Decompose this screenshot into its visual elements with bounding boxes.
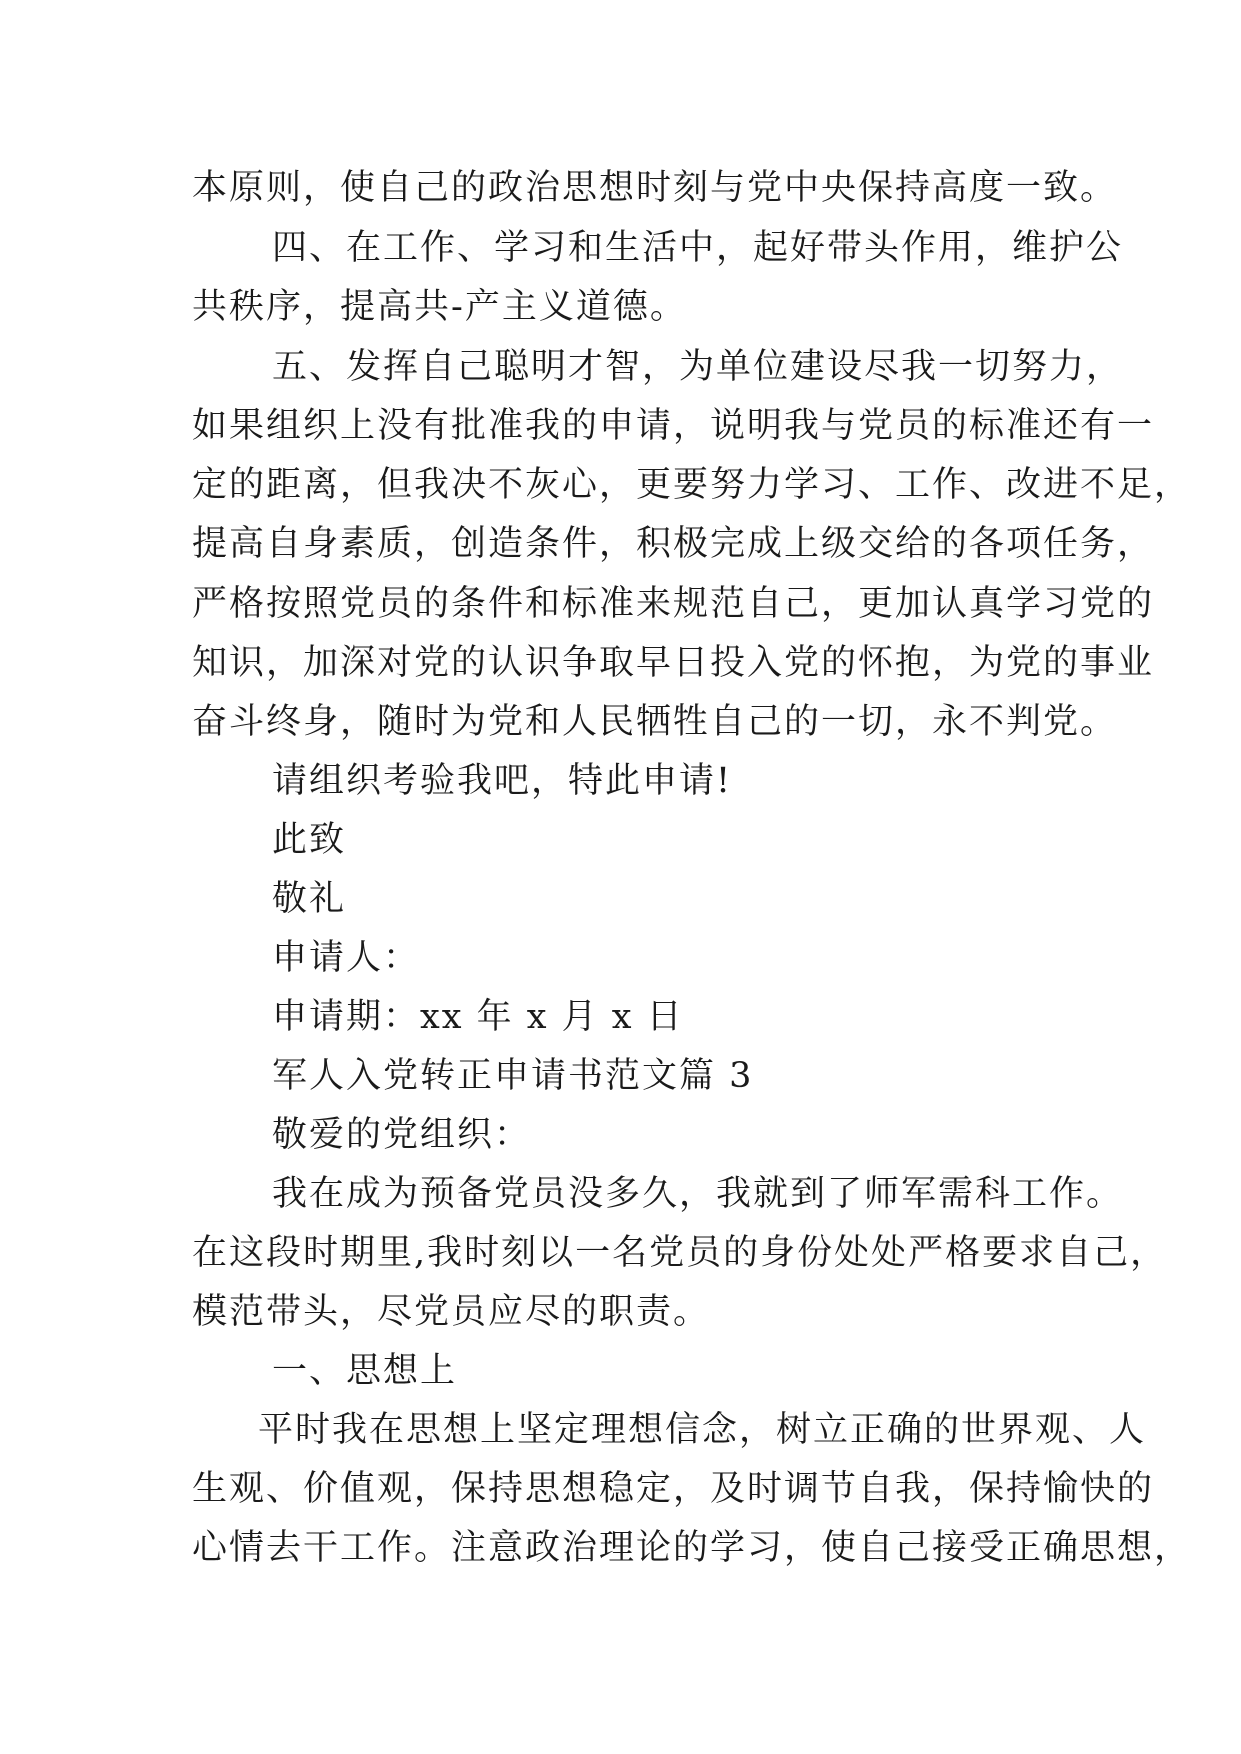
signature-line: 申请人：	[272, 938, 421, 978]
text-line: 四、在工作、学习和生活中，起好带头作用，维护公	[272, 228, 1124, 268]
text-line: 奋斗终身，随时为党和人民牺牲自己的一切，永不判党。	[192, 702, 1118, 742]
greeting-line: 敬爱的党组织：	[272, 1115, 532, 1155]
text-line: 生观、价值观，保持思想稳定，及时调节自我，保持愉快的	[192, 1469, 1155, 1509]
text-line: 五、发挥自己聪明才智，为单位建设尽我一切努力，	[272, 347, 1124, 387]
text-line: 平时我在思想上坚定理想信念，树立正确的世界观、人	[258, 1410, 1147, 1450]
text-line: 模范带头，尽党员应尽的职责。	[192, 1292, 711, 1332]
text-line: 心情去干工作。注意政治理论的学习，使自己接受正确思想，	[192, 1528, 1192, 1568]
salutation-line: 敬礼	[272, 879, 347, 919]
text-line: 提高自身素质，创造条件，积极完成上级交给的各项任务，	[192, 524, 1155, 564]
subsection-heading: 一、思想上	[272, 1351, 458, 1391]
text-line: 如果组织上没有批准我的申请，说明我与党员的标准还有一	[192, 406, 1155, 446]
text-line: 我在成为预备党员没多久，我就到了师军需科工作。	[272, 1174, 1124, 1214]
text-line: 定的距离，但我决不灰心，更要努力学习、工作、改进不足，	[192, 465, 1192, 505]
salutation-line: 此致	[272, 820, 347, 860]
text-line: 共秩序，提高共-产主义道德。	[192, 287, 687, 327]
text-line: 本原则，使自己的政治思想时刻与党中央保持高度一致。	[192, 168, 1118, 208]
text-line: 请组织考验我吧，特此申请!	[272, 761, 733, 801]
text-line: 在这段时期里,我时刻以一名党员的身份处处严格要求自己，	[192, 1233, 1168, 1273]
section-heading: 军人入党转正申请书范文篇 3	[272, 1056, 754, 1096]
text-line: 严格按照党员的条件和标准来规范自己，更加认真学习党的	[192, 584, 1155, 624]
text-line: 知识，加深对党的认识争取早日投入党的怀抱，为党的事业	[192, 643, 1155, 683]
date-line: 申请期：xx 年 x 月 x 日	[272, 997, 684, 1037]
